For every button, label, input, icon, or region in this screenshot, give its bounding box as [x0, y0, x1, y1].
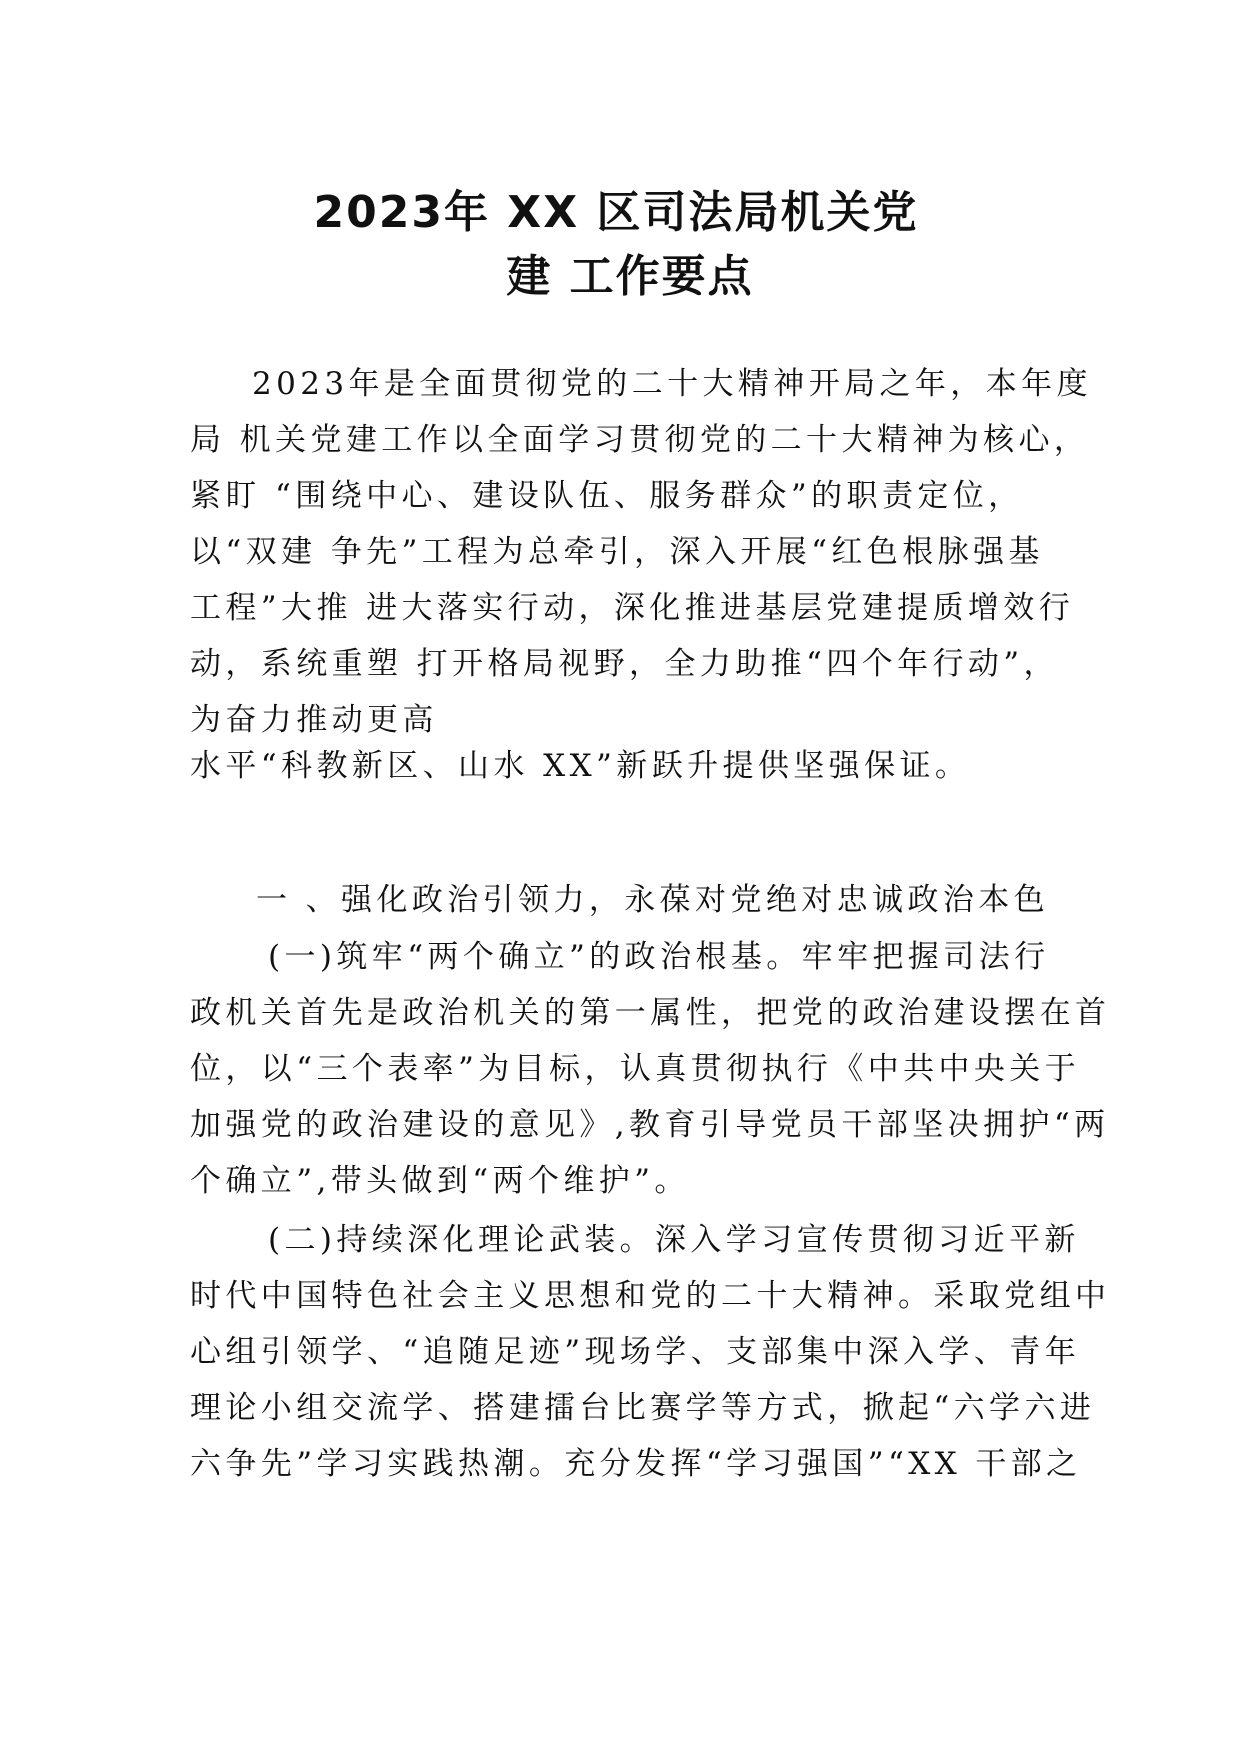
text-line: 局 机关党建工作以全面学习贯彻党的二十大精神为核心，: [190, 422, 1090, 458]
document-title-line-1: 2023年 XX 区司法局机关党: [313, 187, 919, 238]
section-heading-text: 一 、强化政治引领力，永葆对党绝对忠诚政治本色: [256, 882, 1050, 918]
text-line: 紧盯 “围绕中心、建设队伍、服务群众”的职责定位，: [190, 478, 1024, 514]
text-line: 以“双建 争先”工程为总牵引，深入开展“红色根脉强基: [190, 534, 1044, 570]
text-line: 个确立”,带头做到“两个维护”。: [190, 1163, 690, 1199]
text-line: 时代中国特色社会主义思想和党的二十大精神。采取党组中: [190, 1278, 1111, 1314]
text-line: 政机关首先是政治机关的第一属性，把党的政治建设摆在首: [190, 995, 1111, 1031]
text-line: 位，以“三个表率”为目标，认真贯彻执行《中共中央关于: [190, 1051, 1081, 1087]
text-line: 理论小组交流学、搭建擂台比赛学等方式，掀起“六学六进: [190, 1390, 1096, 1426]
paragraph-subsection-1: [190, 929, 1111, 1209]
text-line: 动，系统重塑 打开格局视野，全力助推“四个年行动”，: [190, 646, 1059, 682]
section-heading-1: [190, 872, 1052, 928]
text-line: 工程”大推 进大落实行动，深化推进基层党建提质增效行: [190, 590, 1075, 626]
document-title-line-2: 建 工作要点: [506, 251, 754, 302]
text-line: 加强党的政治建设的意见》,教育引导党员干部坚决拥护“两: [190, 1107, 1110, 1143]
paragraph-subsection-2: [190, 1212, 1111, 1492]
text-line: 2023年是全面贯彻党的二十大精神开局之年，本年度: [252, 366, 1092, 402]
text-line: 心组引领学、“追随足迹”现场学、支部集中深入学、青年: [190, 1334, 1081, 1370]
text-line: 六争先”学习实践热潮。充分发挥“学习强国”“XX 干部之: [190, 1446, 1082, 1482]
text-line: (一)筑牢“两个确立”的政治根基。牢牢把握司法行: [268, 939, 1050, 975]
paragraph-intro: [190, 356, 1092, 794]
text-line: (二)持续深化理论武装。深入学习宣传贯彻习近平新: [268, 1222, 1080, 1258]
text-line: 为奋力推动更高: [190, 702, 438, 738]
text-line: 水平“科教新区、山水 XX”新跃升提供坚强保证。: [190, 748, 971, 784]
